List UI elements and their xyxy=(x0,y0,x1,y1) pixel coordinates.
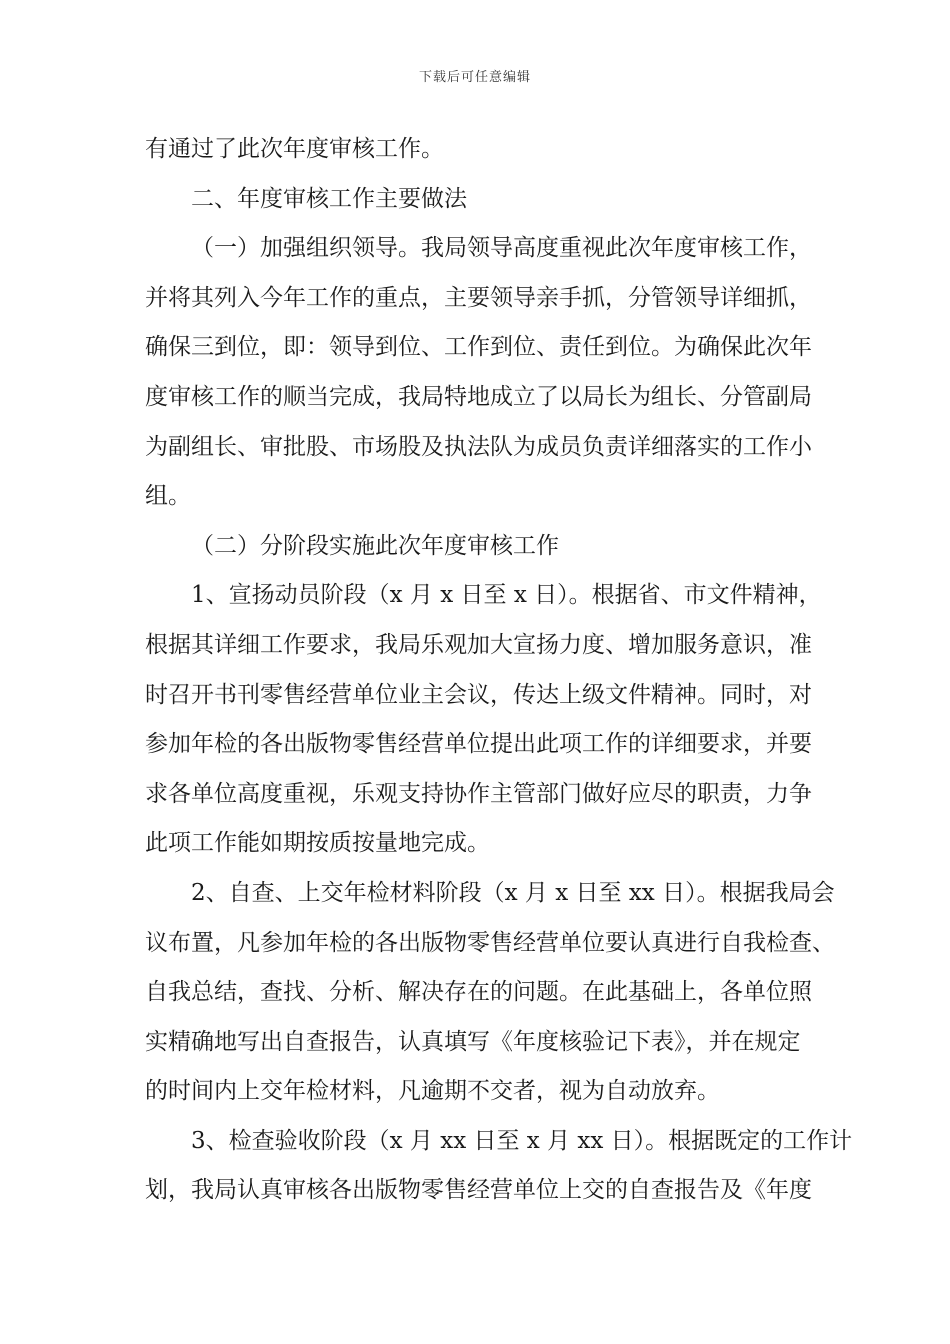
text-line: （一）加强组织领导。我局领导高度重视此次年度审核工作， xyxy=(191,235,812,262)
text-line: 参加年检的各出版物零售经营单位提出此项工作的详细要求，并要 xyxy=(145,731,812,758)
text-line: 度审核工作的顺当完成，我局特地成立了以局长为组长、分管副局 xyxy=(145,383,812,410)
text-line: 1、宣扬动员阶段（x 月 x 日至 x 日）。根据省、市文件精神， xyxy=(191,582,822,609)
text-line: 的时间内上交年检材料，凡逾期不交者，视为自动放弃。 xyxy=(145,1078,720,1105)
text-line: 确保三到位，即：领导到位、工作到位、责任到位。为确保此次年 xyxy=(145,334,812,361)
text-line: 此项工作能如期按质按量地完成。 xyxy=(145,830,490,857)
text-line: 组。 xyxy=(145,483,191,510)
text-line: 2、自查、上交年检材料阶段（x 月 x 日至 xx 日）。根据我局会 xyxy=(191,879,835,906)
text-line: 并将其列入今年工作的重点，主要领导亲手抓，分管领导详细抓， xyxy=(145,284,812,311)
text-line: 根据其详细工作要求，我局乐观加大宣扬力度、增加服务意识，准 xyxy=(145,631,812,658)
subsection-heading: （二）分阶段实施此次年度审核工作 xyxy=(191,532,559,559)
text-line: 时召开书刊零售经营单位业主会议，传达上级文件精神。同时，对 xyxy=(145,681,812,708)
section-heading: 二、年度审核工作主要做法 xyxy=(191,185,467,212)
text-line: 议布置，凡参加年检的各出版物零售经营单位要认真进行自我检查、 xyxy=(145,929,835,956)
text-line: 为副组长、审批股、市场股及执法队为成员负责详细落实的工作小 xyxy=(145,433,812,460)
text-line: 自我总结，查找、分析、解决存在的问题。在此基础上，各单位照 xyxy=(145,979,812,1006)
text-line: 实精确地写出自查报告，认真填写《年度核验记下表》，并在规定 xyxy=(145,1028,801,1055)
text-line: 3、检查验收阶段（x 月 xx 日至 x 月 xx 日）。根据既定的工作计 xyxy=(191,1127,853,1154)
text-line: 有通过了此次年度审核工作。 xyxy=(145,136,444,162)
document-body xyxy=(145,125,853,1216)
text-line: 划，我局认真审核各出版物零售经营单位上交的自查报告及《年度 xyxy=(145,1177,812,1204)
text-line: 求各单位高度重视，乐观支持协作主管部门做好应尽的职责，力争 xyxy=(145,780,812,807)
page-header: 下载后可任意编辑 xyxy=(418,70,531,85)
